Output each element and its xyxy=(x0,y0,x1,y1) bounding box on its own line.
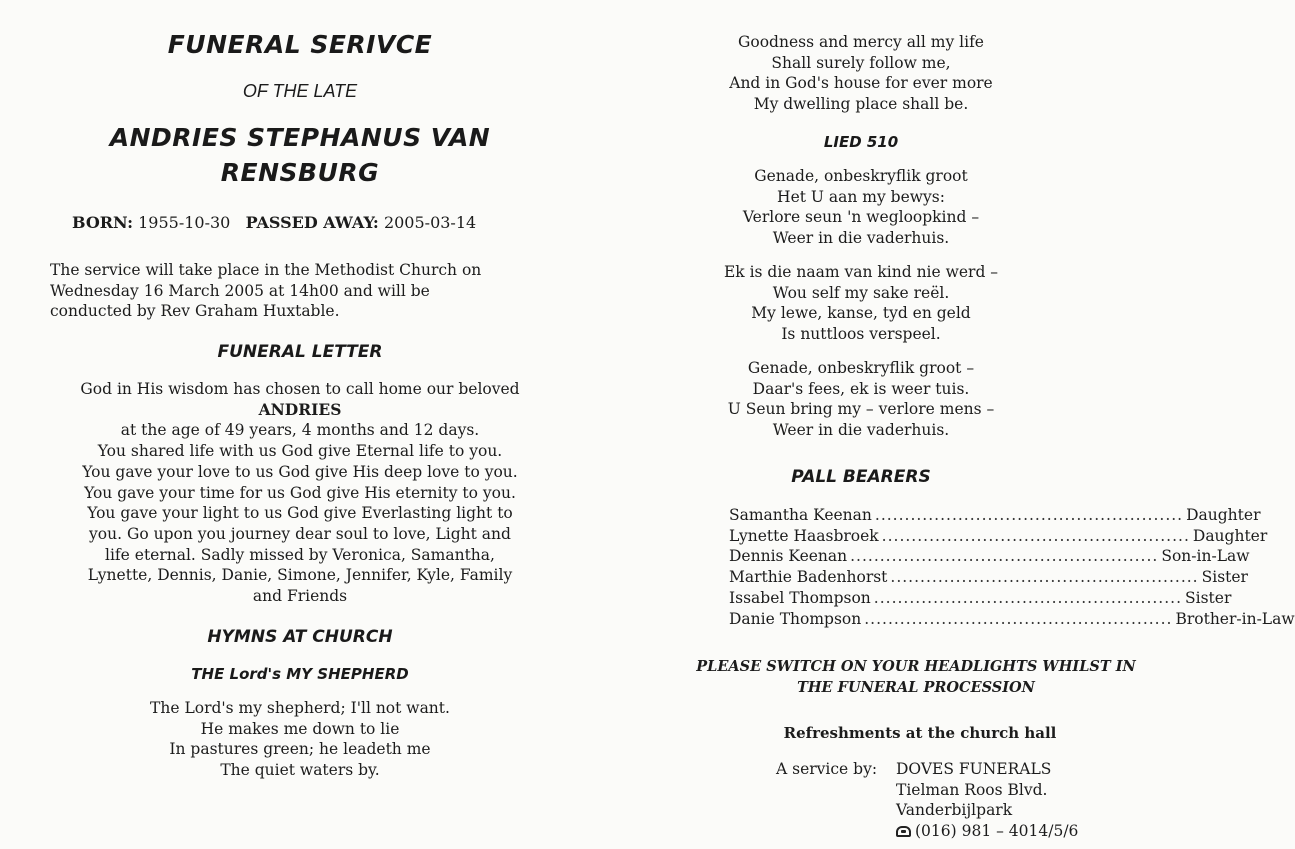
passed-away-label: PASSED AWAY: xyxy=(245,213,379,232)
headlights-notice xyxy=(666,656,1166,698)
letter-line: You gave your time for us God give His eternity to you. xyxy=(84,483,516,502)
bearer-row xyxy=(729,546,1250,567)
lied-line: Het U aan my bewys: xyxy=(777,187,945,206)
bearer-name: Lynette Haasbroek xyxy=(729,526,879,545)
lied-stanza-3 xyxy=(600,358,1122,441)
letter-name: ANDRIES xyxy=(258,399,342,419)
bearer-name: Samantha Keenan xyxy=(729,506,872,524)
lied-line: Wou self my sake reël. xyxy=(772,283,950,302)
notice-line: THE FUNERAL PROCESSION xyxy=(797,679,1035,696)
hymn-line: Shall surely follow me, xyxy=(771,53,951,72)
bearer-relation: Brother-in-Law xyxy=(1175,609,1295,628)
bearer-row xyxy=(729,526,1268,547)
lied-line: Weer in die vaderhuis. xyxy=(772,421,950,440)
born-label: BORN: xyxy=(72,213,134,232)
hymn-title: THE Lord's MY SHEPHERD xyxy=(191,665,409,683)
letter-line: you. Go upon you journey dear soul to love, Light and xyxy=(89,524,511,543)
service-provider xyxy=(776,759,1078,842)
hymn-line: The quiet waters by. xyxy=(220,761,380,780)
subtitle: OF THE LATE xyxy=(242,81,358,101)
bearer-row xyxy=(729,505,1261,526)
lied-line: My lewe, kanse, tyd en geld xyxy=(751,304,971,323)
provider-phone xyxy=(896,821,1078,842)
bearer-row xyxy=(729,588,1232,609)
provider-line: Vanderbijlpark xyxy=(896,801,1013,820)
pall-bearers-heading: PALL BEARERS xyxy=(791,467,931,487)
telephone-icon xyxy=(896,826,911,837)
letter-line: You gave your love to us God give His deep love to you. xyxy=(82,462,518,481)
lied-stanza-2 xyxy=(600,262,1122,345)
leader-dots: .................................................... xyxy=(874,506,1184,524)
lied-line: Genade, onbeskryflik groot – xyxy=(747,359,975,377)
bearer-row xyxy=(729,609,1295,630)
bearer-relation: Sister xyxy=(1185,588,1232,607)
lied-line: Weer in die vaderhuis. xyxy=(772,229,950,248)
leader-dots: .................................................... xyxy=(850,547,1159,566)
document-title: FUNERAL SERIVCE xyxy=(167,30,433,59)
letter-line: Lynette, Dennis, Danie, Simone, Jennifer, Kyle, Family xyxy=(87,566,513,585)
lied-line: Ek is die naam van kind nie werd – xyxy=(723,263,999,281)
pall-bearers-list xyxy=(729,505,1295,629)
dates-line xyxy=(72,213,476,232)
lied-title: LIED 510 xyxy=(823,133,899,151)
deceased-name-line1: ANDRIES STEPHANUS VAN xyxy=(109,123,491,152)
bearer-name: Dennis Keenan xyxy=(729,547,848,566)
provider-line: DOVES FUNERALS xyxy=(896,760,1052,778)
hymn-line: The Lord's my shepherd; I'll not want. xyxy=(150,699,450,717)
passed-away-date: 2005-03-14 xyxy=(383,213,477,232)
funeral-letter-heading: FUNERAL LETTER xyxy=(217,342,383,362)
bearer-relation: Sister xyxy=(1201,568,1248,587)
leader-dots: .................................................... xyxy=(873,588,1183,607)
hymns-heading: HYMNS AT CHURCH xyxy=(207,627,393,647)
provider-line: Tielman Roos Blvd. xyxy=(896,780,1048,799)
leader-dots: .................................................... xyxy=(881,526,1190,545)
deceased-name-line2: RENSBURG xyxy=(220,158,380,187)
service-by-label: A service by: xyxy=(776,760,878,778)
hymn-verse-continued xyxy=(600,32,1122,115)
bearer-relation: Daughter xyxy=(1192,526,1268,545)
letter-line: God in His wisdom has chosen to call home our beloved xyxy=(80,380,520,398)
hymn-line: In pastures green; he leadeth me xyxy=(169,740,431,759)
leader-dots: .................................................... xyxy=(890,568,1199,587)
leader-dots: .................................................... xyxy=(864,609,1173,628)
hymn-verse xyxy=(0,698,600,781)
lied-line: Verlore seun 'n wegloopkind – xyxy=(742,208,980,227)
hymn-line: My dwelling place shall be. xyxy=(753,95,969,114)
letter-line: You shared life with us God give Eternal life to you. xyxy=(97,442,503,461)
born-date: 1955-10-30 xyxy=(138,213,231,232)
bearer-row xyxy=(729,567,1248,588)
hymn-line: Goodness and mercy all my life xyxy=(738,33,984,51)
service-info-line: conducted by Rev Graham Huxtable. xyxy=(50,302,340,321)
lied-stanza-1 xyxy=(600,166,1122,249)
hymn-line: He makes me down to lie xyxy=(200,719,400,738)
funeral-letter xyxy=(0,379,600,607)
bearer-relation: Son-in-Law xyxy=(1161,547,1250,566)
service-info xyxy=(50,260,481,322)
letter-line: life eternal. Sadly missed by Veronica, Samantha, xyxy=(105,545,495,564)
lied-line: Daar's fees, ek is weer tuis. xyxy=(752,379,970,398)
letter-line: You gave your light to us God give Everlasting light to xyxy=(87,504,513,523)
service-info-line: Wednesday 16 March 2005 at 14h00 and will be xyxy=(50,281,430,300)
letter-line: and Friends xyxy=(252,587,348,606)
bearer-name: Marthie Badenhorst xyxy=(729,568,888,587)
service-info-line: The service will take place in the Methodist Church on xyxy=(50,261,482,279)
lied-line: Genade, onbeskryflik groot xyxy=(754,167,968,185)
notice-line: PLEASE SWITCH ON YOUR HEADLIGHTS WHILST IN xyxy=(696,658,1136,675)
lied-line: U Seun bring my – verlore mens – xyxy=(727,400,995,419)
lied-line: Is nuttloos verspeel. xyxy=(781,325,941,344)
refreshments-note: Refreshments at the church hall xyxy=(783,724,1057,742)
phone-number: (016) 981 – 4014/5/6 xyxy=(915,822,1079,841)
bearer-name: Issabel Thompson xyxy=(729,588,871,607)
bearer-name: Danie Thompson xyxy=(729,609,862,628)
bearer-relation: Daughter xyxy=(1186,506,1261,524)
hymn-line: And in God's house for ever more xyxy=(729,74,993,93)
letter-line: at the age of 49 years, 4 months and 12 days. xyxy=(120,421,480,440)
